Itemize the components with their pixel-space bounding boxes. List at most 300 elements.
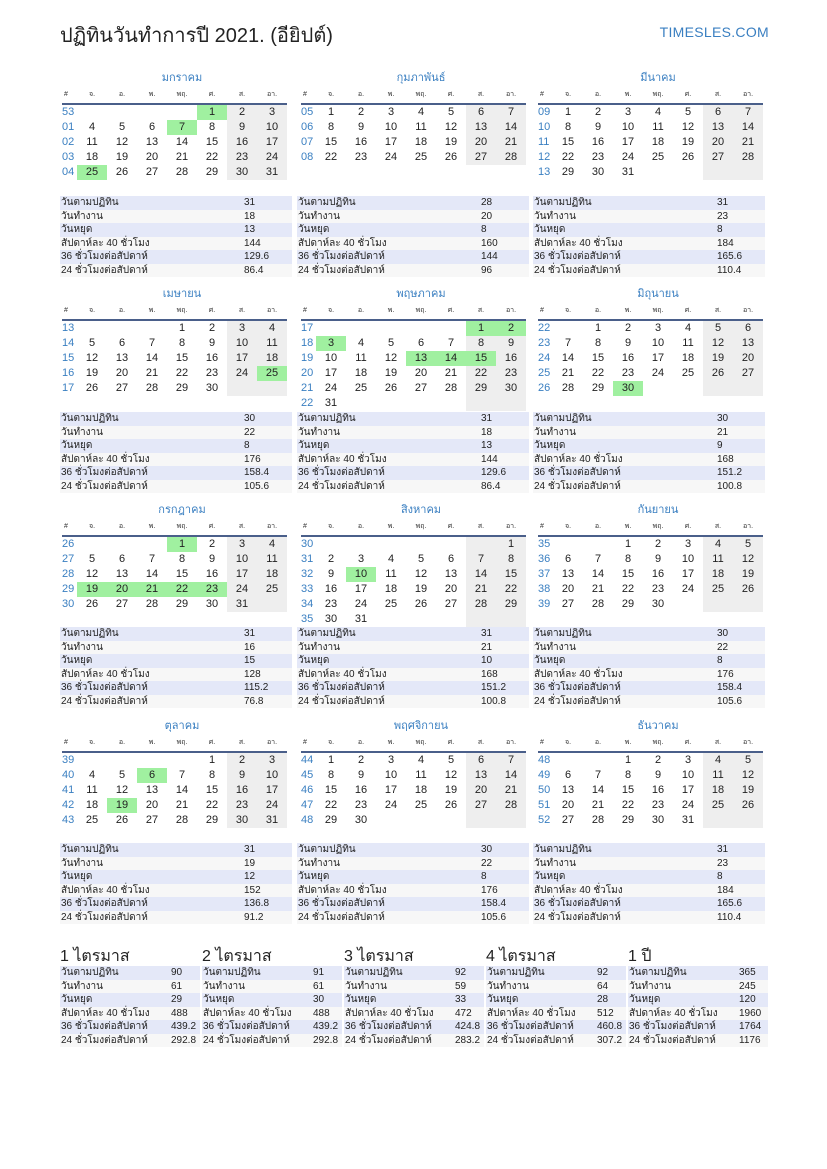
day-cell[interactable]: 15 — [561, 136, 575, 148]
day-cell[interactable]: 31 — [257, 813, 287, 828]
day-cell[interactable]: 22 — [466, 366, 496, 381]
day-cell[interactable]: 29 — [496, 597, 526, 612]
day-cell[interactable]: 17 — [354, 583, 368, 595]
day-cell[interactable]: 24 — [384, 799, 398, 811]
day-cell[interactable]: 5 — [447, 754, 455, 766]
day-cell[interactable]: 6 — [564, 769, 572, 781]
day-cell[interactable]: 24 — [384, 151, 398, 163]
day-cell[interactable]: 15 — [591, 352, 605, 364]
day-cell[interactable]: 13 — [561, 784, 575, 796]
day-cell[interactable]: 21 — [496, 783, 526, 798]
day-cell[interactable]: 7 — [148, 553, 156, 565]
day-cell[interactable]: 19 — [733, 783, 763, 798]
day-cell[interactable]: 20 — [733, 351, 763, 366]
day-cell[interactable]: 26 — [115, 166, 129, 178]
day-cell[interactable]: 7 — [178, 769, 186, 781]
day-cell[interactable]: 6 — [137, 768, 167, 783]
day-cell[interactable]: 27 — [703, 150, 733, 165]
day-cell[interactable]: 25 — [414, 151, 428, 163]
day-cell[interactable]: 24 — [681, 799, 695, 811]
day-cell[interactable]: 6 — [447, 553, 455, 565]
day-cell[interactable]: 1 — [167, 537, 197, 552]
day-cell[interactable]: 4 — [417, 106, 425, 118]
day-cell[interactable]: 5 — [387, 337, 395, 349]
day-cell[interactable]: 27 — [115, 598, 129, 610]
day-cell[interactable]: 26 — [733, 582, 763, 597]
day-cell[interactable]: 19 — [444, 784, 458, 796]
day-cell[interactable]: 24 — [324, 382, 338, 394]
day-cell[interactable]: 13 — [444, 568, 458, 580]
day-cell[interactable]: 13 — [115, 568, 129, 580]
day-cell[interactable]: 11 — [415, 121, 427, 133]
day-cell[interactable]: 24 — [621, 151, 635, 163]
day-cell[interactable]: 2 — [496, 321, 526, 336]
day-cell[interactable]: 29 — [621, 814, 635, 826]
day-cell[interactable]: 10 — [227, 552, 257, 567]
day-cell[interactable]: 27 — [145, 166, 159, 178]
day-cell[interactable]: 8 — [594, 337, 602, 349]
day-cell[interactable]: 19 — [733, 567, 763, 582]
day-cell[interactable]: 25 — [257, 366, 287, 381]
day-cell[interactable]: 7 — [733, 105, 763, 120]
day-cell[interactable]: 12 — [703, 336, 733, 351]
day-cell[interactable]: 13 — [733, 336, 763, 351]
day-cell[interactable]: 13 — [145, 784, 159, 796]
day-cell[interactable]: 21 — [175, 151, 189, 163]
day-cell[interactable]: 25 — [414, 799, 428, 811]
day-cell[interactable]: 24 — [227, 582, 257, 597]
day-cell[interactable]: 16 — [205, 568, 219, 580]
day-cell[interactable]: 31 — [227, 597, 257, 612]
day-cell[interactable]: 13 — [466, 768, 496, 783]
day-cell[interactable]: 22 — [324, 799, 338, 811]
day-cell[interactable]: 29 — [591, 382, 605, 394]
day-cell[interactable]: 1 — [594, 322, 602, 334]
day-cell[interactable]: 19 — [115, 151, 129, 163]
day-cell[interactable]: 8 — [327, 769, 335, 781]
day-cell[interactable]: 7 — [148, 337, 156, 349]
day-cell[interactable]: 22 — [621, 799, 635, 811]
day-cell[interactable]: 21 — [733, 135, 763, 150]
day-cell[interactable]: 14 — [561, 352, 575, 364]
day-cell[interactable]: 25 — [681, 367, 695, 379]
day-cell[interactable]: 27 — [145, 814, 159, 826]
day-cell[interactable]: 23 — [205, 367, 219, 379]
day-cell[interactable]: 4 — [417, 754, 425, 766]
day-cell[interactable]: 29 — [621, 598, 635, 610]
day-cell[interactable]: 16 — [651, 784, 665, 796]
day-cell[interactable]: 2 — [357, 754, 365, 766]
day-cell[interactable]: 5 — [118, 769, 126, 781]
day-cell[interactable]: 10 — [324, 352, 338, 364]
day-cell[interactable]: 2 — [654, 538, 662, 550]
day-cell[interactable]: 29 — [175, 382, 189, 394]
day-cell[interactable]: 23 — [227, 150, 257, 165]
day-cell[interactable]: 14 — [145, 352, 159, 364]
day-cell[interactable]: 22 — [591, 367, 605, 379]
day-cell[interactable]: 23 — [621, 367, 635, 379]
day-cell[interactable]: 9 — [496, 336, 526, 351]
day-cell[interactable]: 2 — [327, 553, 335, 565]
day-cell[interactable]: 21 — [466, 582, 496, 597]
day-cell[interactable]: 3 — [654, 322, 662, 334]
day-cell[interactable]: 17 — [227, 567, 257, 582]
day-cell[interactable]: 10 — [681, 553, 695, 565]
day-cell[interactable]: 23 — [651, 799, 665, 811]
day-cell[interactable]: 4 — [257, 321, 287, 336]
day-cell[interactable]: 15 — [496, 567, 526, 582]
day-cell[interactable]: 22 — [561, 151, 575, 163]
day-cell[interactable]: 8 — [624, 769, 632, 781]
day-cell[interactable]: 1 — [496, 537, 526, 552]
day-cell[interactable]: 10 — [227, 336, 257, 351]
day-cell[interactable]: 12 — [444, 121, 458, 133]
day-cell[interactable]: 16 — [227, 135, 257, 150]
day-cell[interactable]: 26 — [444, 799, 458, 811]
day-cell[interactable]: 16 — [324, 583, 338, 595]
day-cell[interactable]: 18 — [651, 136, 665, 148]
day-cell[interactable]: 3 — [624, 106, 632, 118]
day-cell[interactable]: 28 — [444, 382, 458, 394]
day-cell[interactable]: 30 — [591, 166, 605, 178]
day-cell[interactable]: 20 — [703, 135, 733, 150]
day-cell[interactable]: 25 — [651, 151, 665, 163]
day-cell[interactable]: 7 — [496, 753, 526, 768]
day-cell[interactable]: 29 — [175, 598, 189, 610]
day-cell[interactable]: 22 — [205, 799, 219, 811]
day-cell[interactable]: 16 — [591, 136, 605, 148]
day-cell[interactable]: 1 — [327, 106, 335, 118]
day-cell[interactable]: 6 — [703, 105, 733, 120]
day-cell[interactable]: 23 — [651, 583, 665, 595]
day-cell[interactable]: 17 — [384, 136, 398, 148]
day-cell[interactable]: 28 — [591, 598, 605, 610]
day-cell[interactable]: 17 — [257, 783, 287, 798]
day-cell[interactable]: 24 — [681, 583, 695, 595]
day-cell[interactable]: 11 — [703, 768, 733, 783]
day-cell[interactable]: 13 — [466, 120, 496, 135]
day-cell[interactable]: 16 — [227, 783, 257, 798]
day-cell[interactable]: 5 — [703, 321, 733, 336]
day-cell[interactable]: 5 — [118, 121, 126, 133]
day-cell[interactable]: 27 — [414, 382, 428, 394]
day-cell[interactable]: 21 — [444, 367, 458, 379]
day-cell[interactable]: 15 — [324, 136, 338, 148]
day-cell[interactable]: 14 — [145, 568, 159, 580]
day-cell[interactable]: 27 — [115, 382, 129, 394]
day-cell[interactable]: 15 — [205, 136, 219, 148]
day-cell[interactable]: 29 — [466, 381, 496, 396]
day-cell[interactable]: 22 — [167, 582, 197, 597]
day-cell[interactable]: 15 — [621, 568, 635, 580]
day-cell[interactable]: 25 — [703, 798, 733, 813]
day-cell[interactable]: 31 — [681, 814, 695, 826]
day-cell[interactable]: 26 — [85, 598, 99, 610]
day-cell[interactable]: 9 — [654, 769, 662, 781]
day-cell[interactable]: 11 — [415, 769, 427, 781]
day-cell[interactable]: 18 — [414, 784, 428, 796]
day-cell[interactable]: 3 — [387, 106, 395, 118]
day-cell[interactable]: 21 — [145, 367, 159, 379]
day-cell[interactable]: 19 — [77, 582, 107, 597]
day-cell[interactable]: 20 — [107, 582, 137, 597]
day-cell[interactable]: 18 — [384, 583, 398, 595]
day-cell[interactable]: 24 — [354, 598, 368, 610]
day-cell[interactable]: 28 — [175, 814, 189, 826]
day-cell[interactable]: 9 — [654, 553, 662, 565]
day-cell[interactable]: 25 — [354, 382, 368, 394]
day-cell[interactable]: 8 — [564, 121, 572, 133]
day-cell[interactable]: 18 — [703, 783, 733, 798]
day-cell[interactable]: 28 — [496, 150, 526, 165]
day-cell[interactable]: 7 — [167, 120, 197, 135]
day-cell[interactable]: 26 — [115, 814, 129, 826]
day-cell[interactable]: 30 — [651, 598, 665, 610]
day-cell[interactable]: 6 — [118, 337, 126, 349]
day-cell[interactable]: 20 — [466, 783, 496, 798]
day-cell[interactable]: 11 — [385, 568, 397, 580]
day-cell[interactable]: 23 — [227, 798, 257, 813]
day-cell[interactable]: 27 — [561, 598, 575, 610]
day-cell[interactable]: 31 — [354, 613, 368, 625]
day-cell[interactable]: 11 — [86, 784, 98, 796]
day-cell[interactable]: 17 — [681, 568, 695, 580]
day-cell[interactable]: 23 — [197, 582, 227, 597]
day-cell[interactable]: 28 — [733, 150, 763, 165]
day-cell[interactable]: 14 — [436, 351, 466, 366]
day-cell[interactable]: 22 — [496, 582, 526, 597]
day-cell[interactable]: 10 — [681, 769, 695, 781]
day-cell[interactable]: 3 — [257, 105, 287, 120]
day-cell[interactable]: 10 — [384, 769, 398, 781]
day-cell[interactable]: 12 — [444, 769, 458, 781]
day-cell[interactable]: 8 — [496, 552, 526, 567]
day-cell[interactable]: 4 — [684, 322, 692, 334]
day-cell[interactable]: 16 — [496, 351, 526, 366]
day-cell[interactable]: 16 — [651, 568, 665, 580]
day-cell[interactable]: 18 — [414, 136, 428, 148]
day-cell[interactable]: 20 — [145, 151, 159, 163]
day-cell[interactable]: 23 — [354, 151, 368, 163]
day-cell[interactable]: 2 — [357, 106, 365, 118]
day-cell[interactable]: 30 — [324, 613, 338, 625]
day-cell[interactable]: 30 — [205, 382, 219, 394]
day-cell[interactable]: 9 — [357, 121, 365, 133]
day-cell[interactable]: 5 — [417, 553, 425, 565]
day-cell[interactable]: 23 — [354, 799, 368, 811]
day-cell[interactable]: 1 — [197, 105, 227, 120]
day-cell[interactable]: 22 — [175, 367, 189, 379]
day-cell[interactable]: 16 — [621, 352, 635, 364]
day-cell[interactable]: 18 — [703, 567, 733, 582]
day-cell[interactable]: 5 — [88, 553, 96, 565]
day-cell[interactable]: 22 — [205, 151, 219, 163]
day-cell[interactable]: 19 — [414, 583, 428, 595]
day-cell[interactable]: 5 — [733, 753, 763, 768]
day-cell[interactable]: 30 — [205, 598, 219, 610]
day-cell[interactable]: 17 — [324, 367, 338, 379]
day-cell[interactable]: 1 — [624, 754, 632, 766]
day-cell[interactable]: 9 — [594, 121, 602, 133]
day-cell[interactable]: 9 — [357, 769, 365, 781]
day-cell[interactable]: 3 — [684, 754, 692, 766]
day-cell[interactable]: 21 — [591, 799, 605, 811]
day-cell[interactable]: 16 — [354, 136, 368, 148]
day-cell[interactable]: 12 — [115, 136, 129, 148]
day-cell[interactable]: 23 — [324, 598, 338, 610]
day-cell[interactable]: 12 — [681, 121, 695, 133]
day-cell[interactable]: 25 — [384, 598, 398, 610]
day-cell[interactable]: 29 — [561, 166, 575, 178]
day-cell[interactable]: 8 — [208, 121, 216, 133]
day-cell[interactable]: 14 — [591, 568, 605, 580]
day-cell[interactable]: 7 — [447, 337, 455, 349]
day-cell[interactable]: 31 — [621, 166, 635, 178]
day-cell[interactable]: 28 — [496, 798, 526, 813]
day-cell[interactable]: 24 — [227, 366, 257, 381]
day-cell[interactable]: 3 — [387, 754, 395, 766]
day-cell[interactable]: 19 — [703, 351, 733, 366]
day-cell[interactable]: 19 — [85, 367, 99, 379]
day-cell[interactable]: 28 — [145, 598, 159, 610]
day-cell[interactable]: 4 — [654, 106, 662, 118]
day-cell[interactable]: 15 — [466, 351, 496, 366]
day-cell[interactable]: 28 — [145, 382, 159, 394]
day-cell[interactable]: 2 — [594, 106, 602, 118]
day-cell[interactable]: 24 — [257, 798, 287, 813]
day-cell[interactable]: 12 — [85, 352, 99, 364]
day-cell[interactable]: 5 — [684, 106, 692, 118]
day-cell[interactable]: 5 — [733, 537, 763, 552]
day-cell[interactable]: 4 — [387, 553, 395, 565]
day-cell[interactable]: 15 — [175, 568, 189, 580]
day-cell[interactable]: 3 — [316, 336, 346, 351]
day-cell[interactable]: 12 — [733, 768, 763, 783]
day-cell[interactable]: 17 — [621, 136, 635, 148]
day-cell[interactable]: 26 — [414, 598, 428, 610]
day-cell[interactable]: 18 — [85, 799, 99, 811]
day-cell[interactable]: 18 — [85, 151, 99, 163]
day-cell[interactable]: 26 — [444, 151, 458, 163]
day-cell[interactable]: 25 — [257, 582, 287, 597]
day-cell[interactable]: 18 — [257, 567, 287, 582]
day-cell[interactable]: 21 — [591, 583, 605, 595]
day-cell[interactable]: 15 — [205, 784, 219, 796]
day-cell[interactable]: 30 — [651, 814, 665, 826]
day-cell[interactable]: 25 — [77, 165, 107, 180]
day-cell[interactable]: 4 — [88, 121, 96, 133]
day-cell[interactable]: 23 — [496, 366, 526, 381]
day-cell[interactable]: 9 — [208, 553, 216, 565]
day-cell[interactable]: 31 — [257, 165, 287, 180]
day-cell[interactable]: 30 — [227, 813, 257, 828]
day-cell[interactable]: 2 — [227, 105, 257, 120]
day-cell[interactable]: 26 — [733, 798, 763, 813]
day-cell[interactable]: 20 — [561, 583, 575, 595]
day-cell[interactable]: 11 — [355, 352, 367, 364]
day-cell[interactable]: 10 — [257, 120, 287, 135]
day-cell[interactable]: 9 — [227, 120, 257, 135]
day-cell[interactable]: 2 — [227, 753, 257, 768]
day-cell[interactable]: 25 — [85, 814, 99, 826]
day-cell[interactable]: 8 — [178, 553, 186, 565]
day-cell[interactable]: 22 — [621, 583, 635, 595]
day-cell[interactable]: 28 — [175, 166, 189, 178]
day-cell[interactable]: 4 — [703, 537, 733, 552]
day-cell[interactable]: 9 — [624, 337, 632, 349]
day-cell[interactable]: 26 — [384, 382, 398, 394]
day-cell[interactable]: 15 — [175, 352, 189, 364]
day-cell[interactable]: 11 — [257, 336, 287, 351]
day-cell[interactable]: 8 — [178, 337, 186, 349]
day-cell[interactable]: 1 — [178, 322, 186, 334]
day-cell[interactable]: 12 — [414, 568, 428, 580]
day-cell[interactable]: 10 — [384, 121, 398, 133]
day-cell[interactable]: 14 — [496, 768, 526, 783]
day-cell[interactable]: 5 — [447, 106, 455, 118]
day-cell[interactable]: 24 — [651, 367, 665, 379]
day-cell[interactable]: 7 — [594, 769, 602, 781]
day-cell[interactable]: 13 — [406, 351, 436, 366]
day-cell[interactable]: 27 — [733, 366, 763, 381]
day-cell[interactable]: 28 — [466, 597, 496, 612]
day-cell[interactable]: 13 — [561, 568, 575, 580]
day-cell[interactable]: 3 — [684, 538, 692, 550]
day-cell[interactable]: 28 — [591, 814, 605, 826]
day-cell[interactable]: 1 — [564, 106, 572, 118]
day-cell[interactable]: 21 — [496, 135, 526, 150]
day-cell[interactable]: 3 — [227, 321, 257, 336]
day-cell[interactable]: 10 — [651, 337, 665, 349]
day-cell[interactable]: 2 — [208, 538, 216, 550]
day-cell[interactable]: 6 — [564, 553, 572, 565]
day-cell[interactable]: 21 — [561, 367, 575, 379]
day-cell[interactable]: 27 — [466, 150, 496, 165]
day-cell[interactable]: 13 — [115, 352, 129, 364]
day-cell[interactable]: 20 — [444, 583, 458, 595]
day-cell[interactable]: 4 — [257, 537, 287, 552]
day-cell[interactable]: 12 — [733, 552, 763, 567]
day-cell[interactable]: 29 — [324, 814, 338, 826]
day-cell[interactable]: 9 — [227, 768, 257, 783]
day-cell[interactable]: 6 — [733, 321, 763, 336]
day-cell[interactable]: 6 — [118, 553, 126, 565]
day-cell[interactable]: 18 — [354, 367, 368, 379]
day-cell[interactable]: 6 — [417, 337, 425, 349]
day-cell[interactable]: 12 — [85, 568, 99, 580]
day-cell[interactable]: 2 — [624, 322, 632, 334]
day-cell[interactable]: 10 — [621, 121, 635, 133]
day-cell[interactable]: 17 — [681, 784, 695, 796]
day-cell[interactable]: 28 — [561, 382, 575, 394]
day-cell[interactable]: 7 — [594, 553, 602, 565]
day-cell[interactable]: 3 — [357, 553, 365, 565]
day-cell[interactable]: 15 — [621, 784, 635, 796]
day-cell[interactable]: 14 — [591, 784, 605, 796]
day-cell[interactable]: 15 — [324, 784, 338, 796]
day-cell[interactable]: 26 — [85, 382, 99, 394]
day-cell[interactable]: 17 — [257, 135, 287, 150]
day-cell[interactable]: 20 — [561, 799, 575, 811]
day-cell[interactable]: 25 — [703, 582, 733, 597]
day-cell[interactable]: 13 — [145, 136, 159, 148]
day-cell[interactable]: 7 — [564, 337, 572, 349]
day-cell[interactable]: 6 — [148, 121, 156, 133]
day-cell[interactable]: 14 — [175, 136, 189, 148]
day-cell[interactable]: 23 — [591, 151, 605, 163]
day-cell[interactable]: 14 — [466, 567, 496, 582]
day-cell[interactable]: 9 — [208, 337, 216, 349]
